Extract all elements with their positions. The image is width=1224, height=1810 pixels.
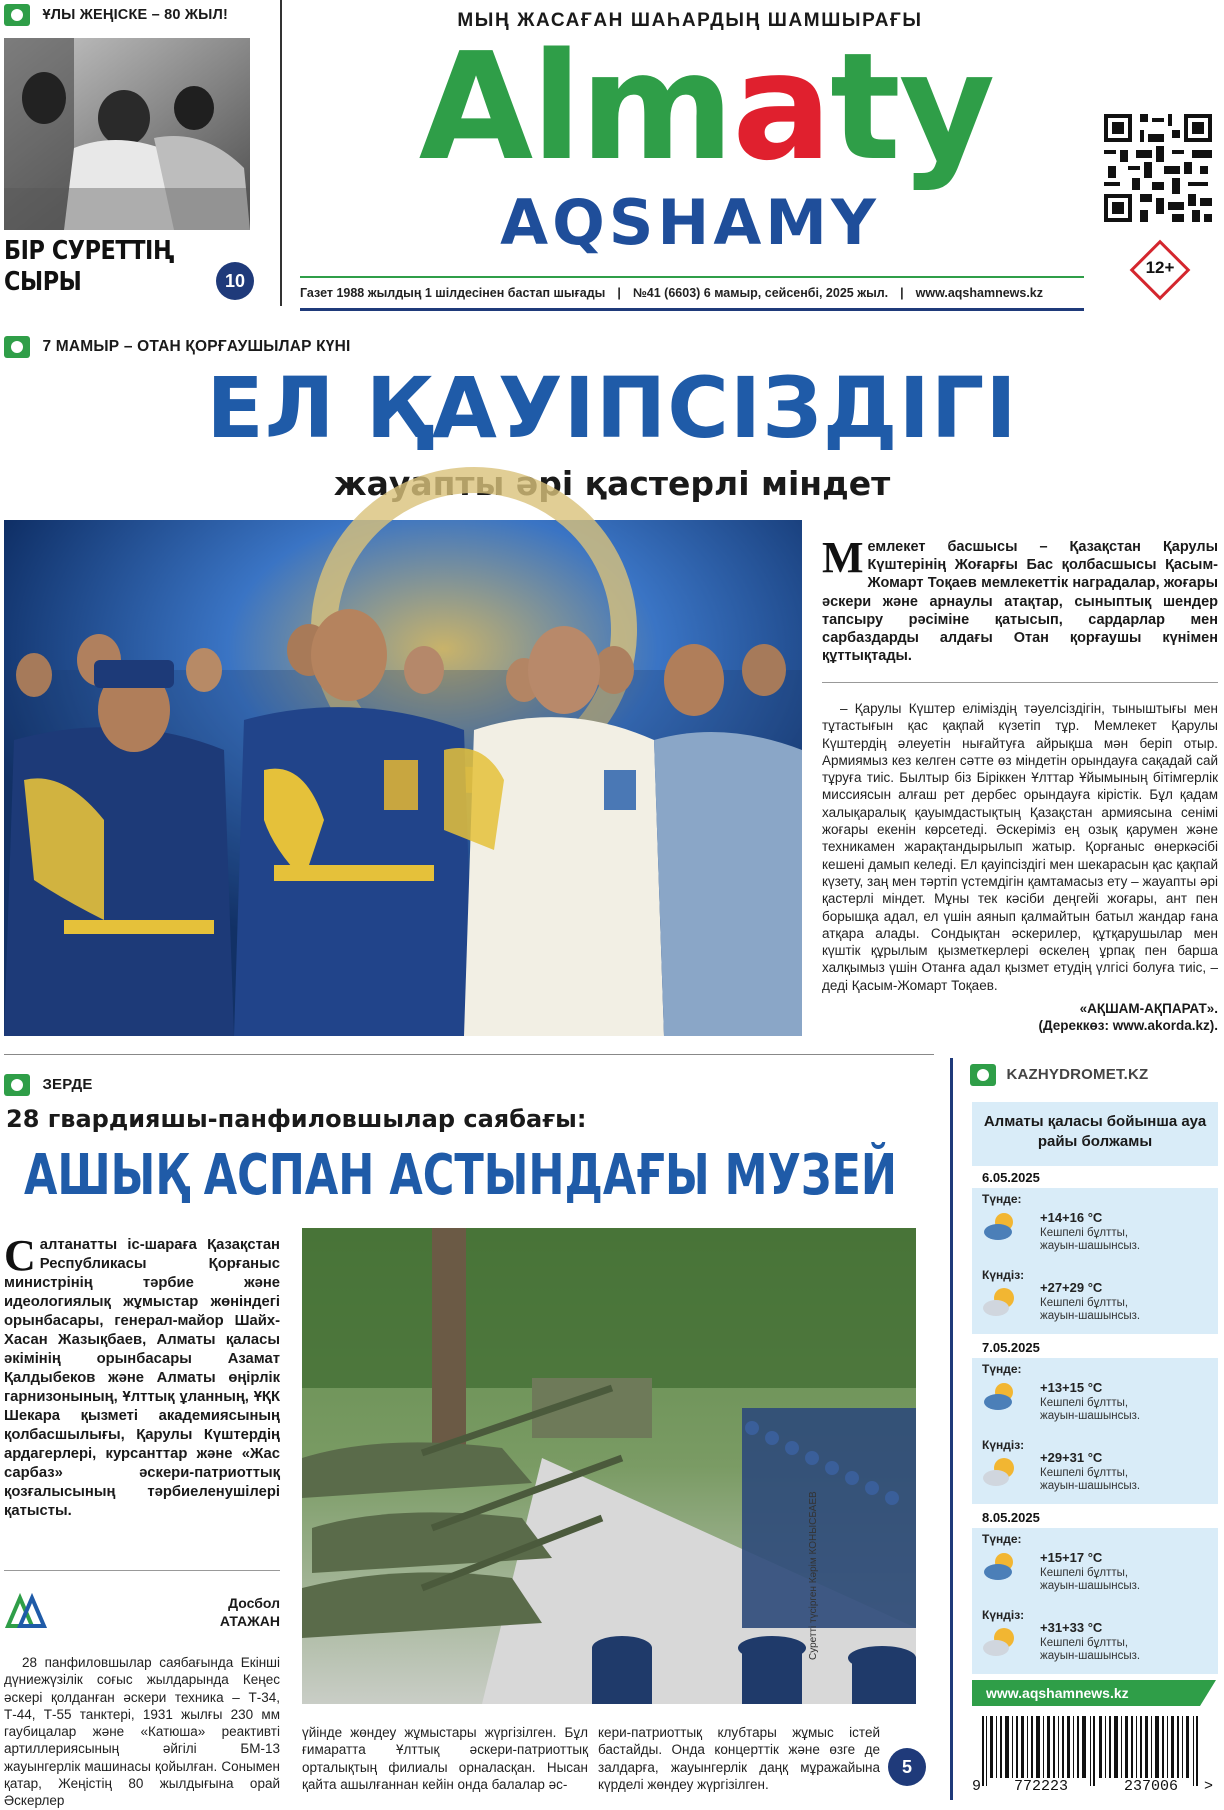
logo-subtitle: AQSHAMY [500, 186, 880, 259]
weather-date: 6.05.2025 [982, 1170, 1040, 1185]
weather-date: 7.05.2025 [982, 1340, 1040, 1355]
moon-cloud-icon [982, 1550, 1018, 1584]
lead-intro-text: емлекет басшысы – Қазақстан Қарулы Күштерінің Жоғарғы Бас қолбасшысы Қасым-Жомарт Тоқаев мемлекеттік наградалар, жоғары әскери және арнаулы атақтар, сыныптық шендер тапсыру рәсіміне қатысып, сардарлар мен сарбаздарды алдағы Отан қорғаушы күнімен құттықтады. [822, 539, 1218, 665]
sun-cloud-icon [982, 1626, 1018, 1660]
lead-credits [822, 1000, 1218, 1034]
weather-source: KAZHYDROMET.KZ [1006, 1066, 1149, 1084]
green-bullet-icon [4, 1074, 30, 1096]
second-intro-text: алтанатты іс-шараға Қазақстан Республикасы Қорғаныс министрінің тәрбие және идеологиялық жұмыстар жөніндегі орынбасары, генерал-майор Шайх-Хасан Жазықбаев, Алматы қаласы әкімінің орынбасары Азамат Қалдыбеков және Алматы өңірлік гарнизонының, Ұлттық ұланның, ҰҚК Шекара қызметі академиясының қолбасшылығы, Қарулы Күштердің ардагерлері, курсанттар және «Жас сарбаз» әскери-патриоттық қозғалысының тәрбиеленушілері қатысты. [4, 1237, 280, 1519]
second-author [100, 1594, 280, 1630]
weather-website-banner[interactable] [972, 1680, 1216, 1706]
moon-cloud-icon [982, 1380, 1018, 1414]
night-desc: Кешпелі бұлтты, жауын-шашынсыз. [1040, 1227, 1141, 1252]
photo-credit: Суретті түсірген Кәрім КОНЫСБАЕВ [808, 1491, 819, 1660]
weather-day [972, 1336, 1218, 1506]
day-temp: +29+31 °С [1040, 1450, 1103, 1465]
day-temp: +27+29 °С [1040, 1280, 1103, 1295]
second-dropcap: С [4, 1231, 36, 1280]
issue-text: №41 (6603) 6 мамыр, сейсенбі, 2025 жыл. [632, 286, 889, 300]
teaser-kicker: ҰЛЫ ЖЕҢІСКЕ – 80 ЖЫЛ! [42, 7, 228, 24]
barcode-digits-2: 237006 [1124, 1778, 1179, 1795]
night-label: Түнде: [982, 1362, 1022, 1376]
logo-text-alm: Alm [418, 21, 733, 193]
founded-text: Газет 1988 жылдың 1 шілдесінен бастап шығады [300, 286, 606, 300]
weather-title-box: Алматы қаласы бойынша ауа райы болжамы [972, 1102, 1218, 1166]
day-desc: Кешпелі бұлтты, жауын-шашынсыз. [1040, 1637, 1141, 1662]
lead-credit-source: (Дереккөз: www.akorda.kz). [1038, 1018, 1218, 1033]
teaser-box[interactable] [0, 0, 282, 306]
day-temp: +31+33 °С [1040, 1620, 1103, 1635]
green-bullet-icon [4, 4, 30, 26]
night-desc: Кешпелі бұлтты, жауын-шашынсыз. [1040, 1397, 1141, 1422]
moon-cloud-icon [982, 1210, 1018, 1244]
night-desc: Кешпелі бұлтты, жауын-шашынсыз. [1040, 1567, 1141, 1592]
second-page-badge: 5 [888, 1748, 926, 1786]
second-headline[interactable]: АШЫҚ АСПАН АСТЫНДАҒЫ МУЗЕЙ [24, 1143, 898, 1208]
lead-kicker-row [4, 336, 351, 358]
green-bullet-icon [970, 1064, 996, 1086]
lead-dropcap: М [822, 533, 864, 582]
lead-headline[interactable]: ЕЛ ҚАУІПСІЗДІГІ [206, 359, 1018, 457]
barcode-digits-1: 772223 [1014, 1778, 1069, 1795]
second-pretitle: 28 гвардияшы-панфиловшылар саябағы: [6, 1105, 587, 1133]
second-intro [4, 1231, 280, 1521]
teaser-page-badge: 10 [216, 262, 254, 300]
lead-intro [822, 533, 1218, 665]
night-temp: +14+16 °С [1040, 1210, 1103, 1225]
masthead-rule-top [300, 276, 1084, 278]
barcode-digit-right: > [1204, 1778, 1214, 1795]
barcode-digit-left: 9 [972, 1778, 982, 1795]
lead-subheadline: жауапты әрі қастерлі міндет [333, 464, 891, 503]
second-body-col2: үйінде жөндеу жұмыстары жүргізілген. Бұл ғимаратта Ұлттық әскери-патриоттық орталықтың филиалы орналасқан. Нысан қайта ашылғаннан кейін онда балалар әс- [302, 1725, 588, 1792]
qr-code-icon[interactable] [1104, 114, 1212, 222]
section-divider [4, 1054, 934, 1055]
logo[interactable] [346, 22, 1066, 192]
second-photo [302, 1228, 916, 1704]
weather-date: 8.05.2025 [982, 1510, 1040, 1525]
second-kicker: ЗЕРДЕ [42, 1076, 93, 1094]
lead-body: – Қарулы Күштер еліміздің тәуелсіздігін, тыныштығы мен тұтастығын қас қақпай күзетіп тұр. Мемлекет Қарулы Күштердің әлеуетін нығайтуға айрықша мән беріп отыр. Армиямыз кез келген сәтте өз міндетін орындауға сақадай сай тұруға тиіс. Былтыр біз Біріккен Ұлттар Ұйымының бітімгерлік миссиясын алғаш рет дербес орындауға кірістік. Бұл қадам халықаралық қауымдастықтың Қазақстан армиясына сенімі жоғары екенін көрсетеді. Әскеріміз ең озық қарумен және техникамен жарақтандырылып жатыр. Қорғаныс өнеркәсібі кешені дамып келеді. Ел қауіпсіздігі мен шекарасын қас қақпай күзету, заң мен тәртіп үстемдігін қамтамасыз ету – жауапты әрі қастерлі міндет. Мұны тек кәсіби деңгейі жоғары, ант пен борышқа адал, ел үшін аянып қалмайтын батыл жандар ғана атқара алады. Сондықтан әскерилер, құтқарушылар мен күштік құрылым қызметкерлері өскелең ұрпақ пен барша халқымыз үшін Отанға адал қызмет етудің үлгісі болуға тиіс, – деді Қасым-Жомарт Тоқаев. [822, 701, 1218, 993]
second-intro-rule [4, 1570, 280, 1571]
teaser-divider [280, 0, 282, 306]
teaser-title-line2: СЫРЫ [4, 267, 82, 297]
lead-credit-agency: «АҚШАМ-АҚПАРАТ». [1079, 1001, 1218, 1016]
second-kicker-row [4, 1074, 93, 1096]
day-label: Күндіз: [982, 1608, 1025, 1622]
weather-list [972, 1166, 1218, 1676]
night-label: Түнде: [982, 1192, 1022, 1206]
logo-text-ty: ty [830, 21, 994, 193]
masthead [290, 0, 1090, 316]
day-desc: Кешпелі бұлтты, жауын-шашынсыз. [1040, 1297, 1141, 1322]
weather-day [972, 1506, 1218, 1676]
teaser-kicker-row [4, 4, 228, 26]
age-rating-text: 12+ [1145, 258, 1175, 277]
logo-text-a: a [732, 21, 831, 193]
masthead-rule-bottom [300, 308, 1084, 311]
website-text[interactable]: www.aqshamnews.kz [915, 286, 1044, 300]
teaser-photo [4, 38, 250, 230]
night-temp: +15+17 °С [1040, 1550, 1103, 1565]
barcode-icon [972, 1716, 1218, 1800]
day-label: Күндіз: [982, 1268, 1025, 1282]
lead-photo [4, 520, 802, 1036]
night-temp: +13+15 °С [1040, 1380, 1103, 1395]
age-rating-badge [1130, 240, 1190, 300]
weather-source-row [970, 1064, 1148, 1086]
author-last-name: АТАЖАН [219, 1613, 280, 1629]
sun-cloud-icon [982, 1286, 1018, 1320]
author-first-name: Досбол [228, 1595, 280, 1611]
masthead-slogan: МЫҢ ЖАСАҒАН ШАҺАРДЫҢ ШАМШЫРАҒЫ [457, 10, 923, 31]
sun-cloud-icon [982, 1456, 1018, 1490]
aqsham-logo-icon [6, 1594, 46, 1628]
second-body-col3: кери-патриоттық клубтары жұмыс істей бастайды. Онда концерттік және өзге де залдарға, жауынгерлік даңқ мұражайына күрделі жөндеу жүргізілген. [598, 1725, 880, 1792]
weather-sidebar-rule [950, 1058, 953, 1800]
weather-website[interactable]: www.aqshamnews.kz [986, 1685, 1129, 1701]
masthead-info-bar: Газет 1988 жылдың 1 шілдесінен бастап шығады | №41 (6603) 6 мамыр, сейсенбі, 2025 жыл. | www.aqshamnews.kz [300, 286, 1044, 300]
green-bullet-icon [4, 336, 30, 358]
lead-kicker: 7 МАМЫР – ОТАН ҚОРҒАУШЫЛАР КҮНІ [42, 338, 351, 356]
day-desc: Кешпелі бұлтты, жауын-шашынсыз. [1040, 1467, 1141, 1492]
weather-day [972, 1166, 1218, 1336]
night-label: Түнде: [982, 1532, 1022, 1546]
day-label: Күндіз: [982, 1438, 1025, 1452]
lead-intro-rule [822, 682, 1218, 683]
second-body-col1: 28 панфиловшылар саябағында Екінші дүниежүзілік соғыс жылдарында Кеңес әскері қолданған әскери техника – Т-34, Т-44, Т-55 танктері, 1931 жылғы 230 мм гаубицалар және «Катюша» реактивті артиллериясының әйгілі БМ-13 жауынгерлік машинасы қойылған. Сонымен қатар, Жеңістің 80 жылдығына орай Әскерлер [4, 1655, 280, 1809]
teaser-title-line1: БІР СУРЕТТІҢ [4, 236, 174, 266]
